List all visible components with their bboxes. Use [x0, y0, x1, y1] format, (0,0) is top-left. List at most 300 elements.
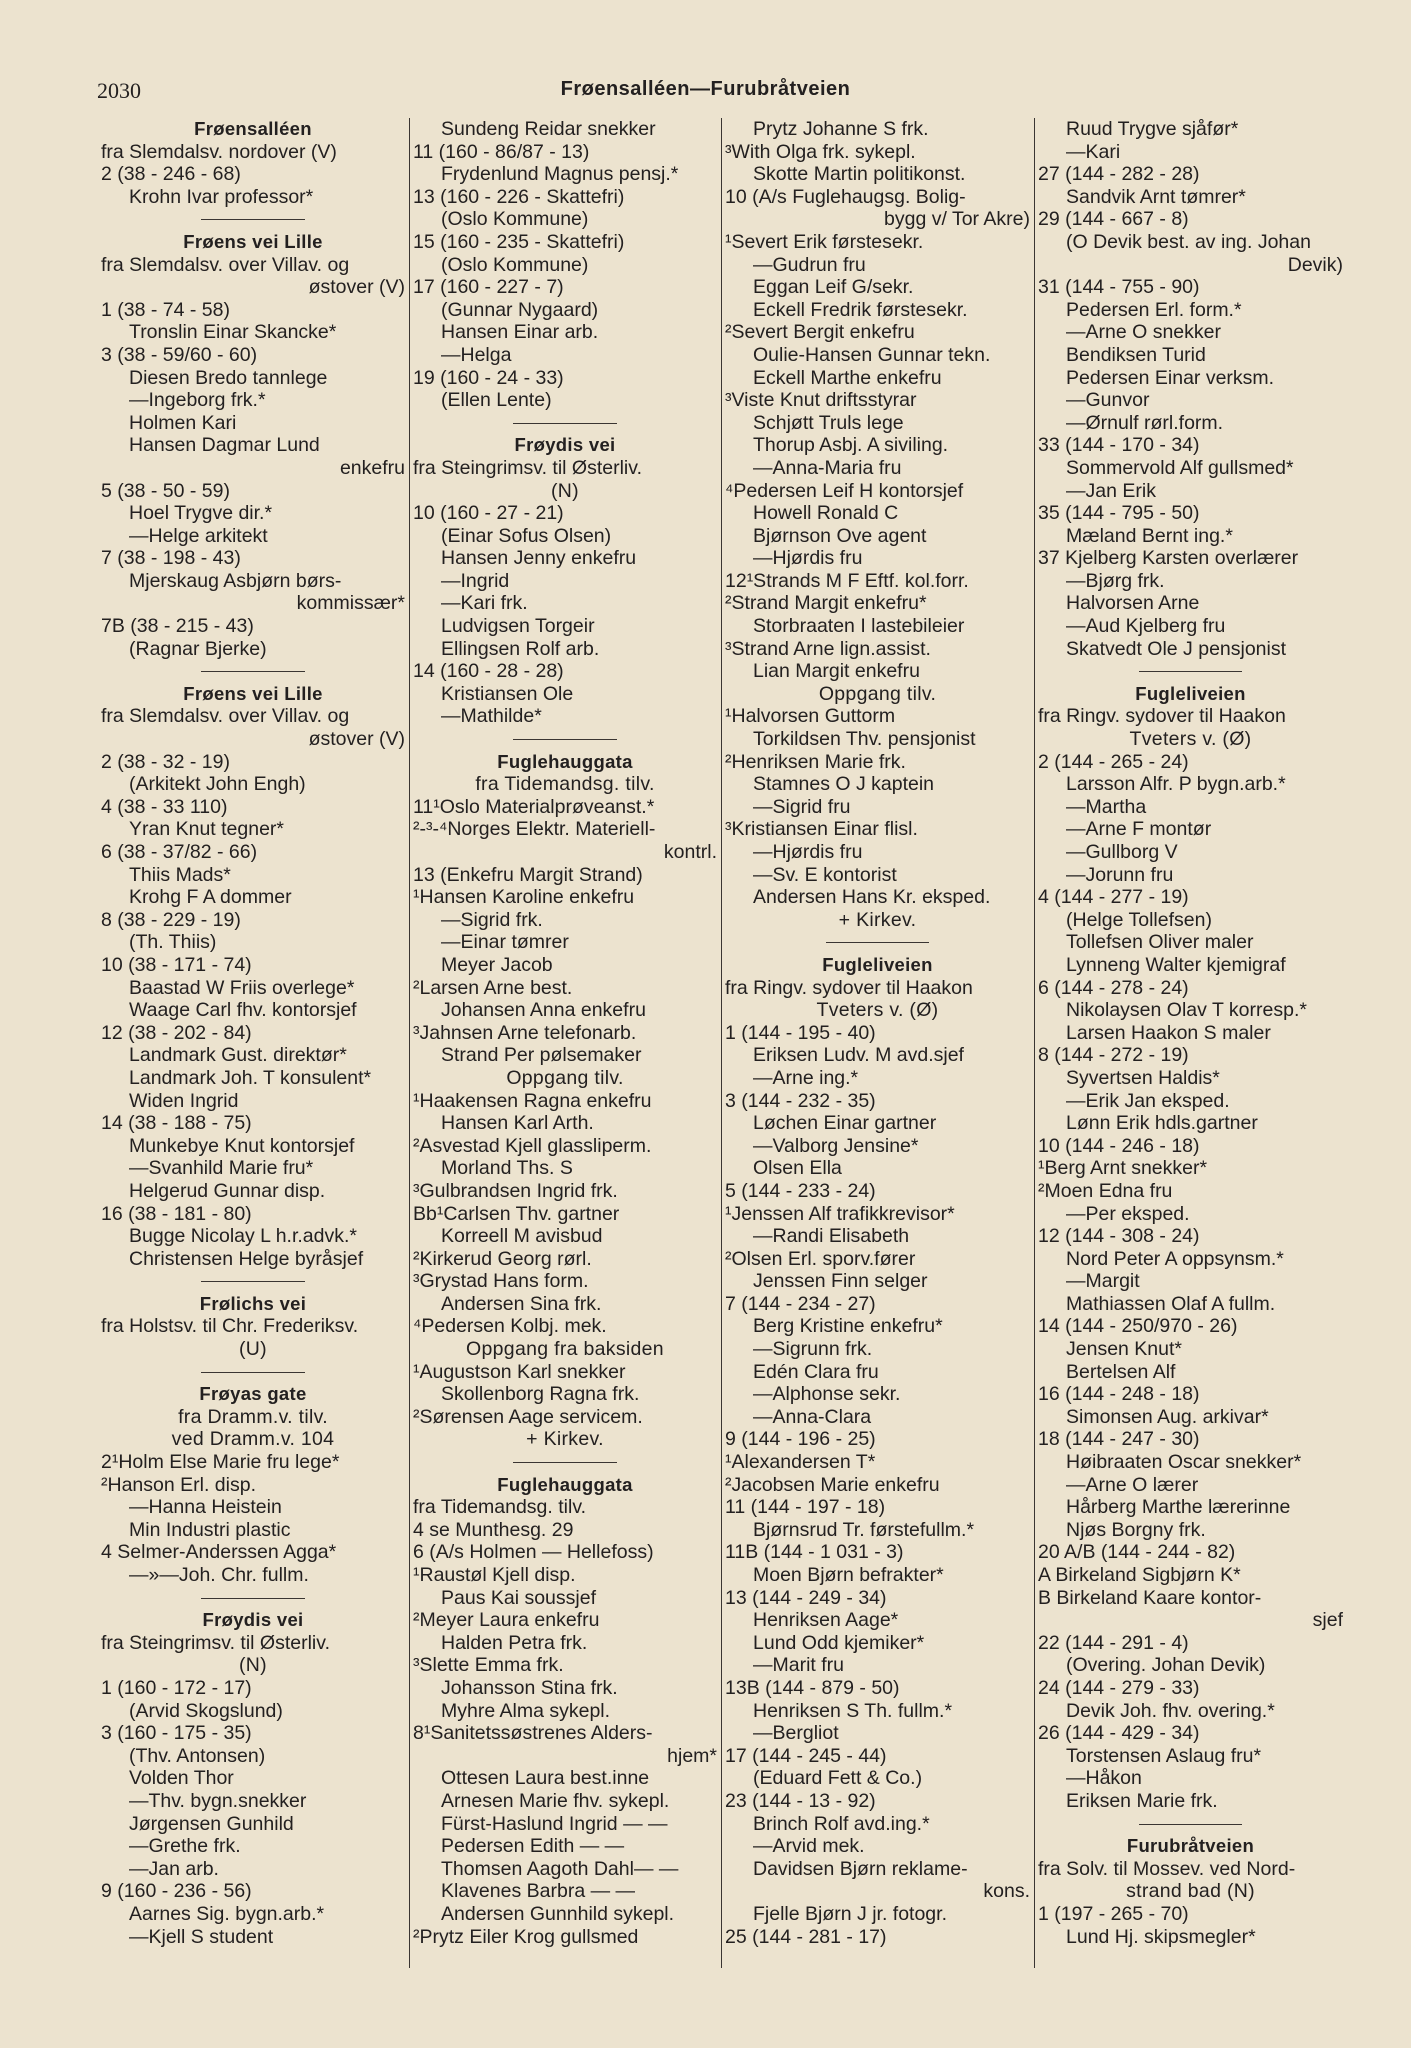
resident-line: —Svanhild Marie fru*	[129, 1157, 314, 1180]
resident-line: (Th. Thiis)	[129, 931, 217, 954]
resident-line: Landmark Joh. T konsulent*	[129, 1066, 372, 1089]
address-line: 11¹Oslo Materialprøveanst.*	[413, 795, 655, 818]
address-line: 2¹Holm Else Marie fru lege*	[101, 1451, 340, 1474]
resident-line: —Jan Erik	[1066, 479, 1156, 502]
resident-line: Munkebye Knut kontorsjef	[129, 1134, 355, 1157]
resident-line: —Arvid mek.	[753, 1835, 865, 1858]
address-line: 25 (144 - 281 - 17)	[725, 1925, 887, 1948]
resident-line: Myhre Alma sykepl.	[441, 1699, 611, 1722]
resident-line: (Ellen Lente)	[441, 389, 552, 412]
address-line: 6 (38 - 37/82 - 66)	[101, 841, 258, 863]
resident-line: —Gunvor	[1066, 389, 1150, 412]
resident-line: Sandvik Arnt tømrer*	[1066, 185, 1246, 208]
resident-line: Lund Hj. skipsmegler*	[1066, 1925, 1256, 1948]
resident-line: Hoel Trygve dir.*	[129, 502, 273, 525]
resident-line: Edén Clara fru	[753, 1360, 879, 1383]
address-line: 24 (144 - 279 - 33)	[1038, 1676, 1200, 1699]
resident-line: Larsen Haakon S maler	[1066, 1021, 1271, 1044]
street-subheading: Tveters v. (Ø)	[1129, 728, 1252, 751]
resident-line: —Anna-Maria fru	[753, 456, 902, 479]
route-line: fra Solv. til Mossev. ved Nord-	[1038, 1857, 1296, 1880]
resident-line: —Erik Jan eksped.	[1066, 1089, 1230, 1112]
address-line: 7 (144 - 234 - 27)	[725, 1292, 876, 1315]
resident-line: Hårberg Marthe lærerinne	[1066, 1496, 1291, 1519]
address-line: 6 (A/s Holmen — Hellefoss)	[413, 1541, 654, 1564]
separator-rule	[725, 931, 1030, 954]
route-line: fra Slemdalsv. over Villav. og	[101, 705, 350, 728]
resident-line: —Håkon	[1066, 1767, 1142, 1790]
resident-line: —Randi Elisabeth	[753, 1225, 910, 1248]
resident-line: —Sigrid frk.	[441, 908, 543, 931]
resident-line: Berg Kristine enkefru*	[753, 1315, 943, 1338]
resident-line: —Sigrunn frk.	[753, 1338, 873, 1361]
resident-line: —Valborg Jensine*	[753, 1134, 919, 1157]
street-heading: Frøydis vei	[514, 434, 616, 456]
address-line: ¹Raustøl Kjell disp.	[413, 1564, 576, 1586]
address-line: 2 (38 - 32 - 19)	[101, 750, 230, 773]
address-line: ²Larsen Arne best.	[413, 976, 573, 999]
columns	[97, 118, 1347, 1968]
address-line: 13 (144 - 249 - 34)	[725, 1586, 887, 1609]
resident-line: Hansen Jenny enkefru	[441, 547, 637, 570]
resident-line: Andersen Hans Kr. eksped.	[753, 886, 991, 909]
address-line: 9 (160 - 236 - 56)	[101, 1880, 252, 1903]
resident-line: Bjørnsrud Tr. førstefullm.*	[753, 1518, 975, 1541]
address-line: B Birkeland Kaare kontor-	[1038, 1586, 1262, 1609]
resident-line: Oulie-Hansen Gunnar tekn.	[753, 343, 991, 366]
resident-line: Morland Ths. S	[441, 1157, 573, 1180]
continuation-line: hjem*	[667, 1744, 717, 1767]
address-line: 29 (144 - 667 - 8)	[1038, 208, 1189, 231]
resident-line: —Marit fru	[753, 1654, 845, 1677]
resident-line: Halvorsen Arne	[1066, 592, 1200, 615]
resident-line: —Helge arkitekt	[129, 524, 268, 547]
separator-rule	[101, 1270, 405, 1293]
resident-line: (Ragnar Bjerke)	[129, 637, 267, 660]
street-heading: Frøens vei Lille	[183, 230, 323, 252]
address-line: 8¹Sanitetssøstrenes Alders-	[413, 1722, 653, 1745]
address-line: 23 (144 - 13 - 92)	[725, 1789, 876, 1812]
resident-line: Eckell Marthe enkefru	[753, 366, 942, 389]
resident-line: Eriksen Marie frk.	[1066, 1789, 1218, 1812]
resident-line: —Hanna Heistein	[129, 1496, 282, 1519]
address-line: ¹Halvorsen Guttorm	[725, 705, 896, 728]
address-line: ⁴Pedersen Kolbj. mek.	[413, 1315, 607, 1338]
address-line: ²Kirkerud Georg rørl.	[413, 1247, 592, 1270]
resident-line: Sommervold Alf gullsmed*	[1066, 456, 1294, 479]
resident-line: Strand Per pølsemaker	[441, 1044, 642, 1067]
resident-line: —Ingrid	[441, 569, 510, 592]
address-line: 12 (38 - 202 - 84)	[101, 1021, 252, 1044]
street-subheading: Oppgang tilv.	[818, 682, 937, 705]
address-line: 4 se Munthesg. 29	[413, 1518, 574, 1541]
page-header: Frøensalléen—Furubråtveien	[560, 78, 851, 100]
resident-line: (Overing. Johan Devik)	[1066, 1654, 1266, 1677]
route-line: fra Tidemandsg. tilv.	[413, 1496, 587, 1519]
resident-line: Thiis Mads*	[129, 863, 231, 886]
address-line: ³Strand Arne lign.assist.	[725, 637, 931, 660]
address-line: ¹Severt Erik førstesekr.	[725, 230, 924, 253]
resident-line: Jørgensen Gunhild	[129, 1812, 294, 1835]
separator-rule	[101, 1587, 405, 1610]
resident-line: Halden Petra frk.	[441, 1631, 588, 1654]
address-line: 27 (144 - 282 - 28)	[1038, 163, 1200, 186]
street-heading: Frøensalléen	[194, 118, 312, 139]
resident-line: Helgerud Gunnar disp.	[129, 1179, 326, 1202]
resident-line: (Oslo Kommune)	[441, 208, 589, 231]
resident-line: Thorup Asbj. A siviling.	[753, 434, 949, 457]
resident-line: Hansen Einar arb.	[441, 321, 599, 344]
address-line: ³Slette Emma frk.	[413, 1654, 564, 1677]
address-line: 10 (144 - 246 - 18)	[1038, 1134, 1200, 1157]
resident-line: Brinch Rolf avd.ing.*	[753, 1812, 930, 1835]
resident-line: Bendiksen Turid	[1066, 343, 1206, 366]
resident-line: —Hjørdis fru	[753, 547, 863, 570]
continuation-line: østover (V)	[308, 728, 405, 751]
resident-line: Eckell Fredrik førstesekr.	[753, 298, 968, 321]
resident-line: —Hjørdis fru	[753, 841, 863, 863]
resident-line: Olsen Ella	[753, 1157, 842, 1180]
resident-line: —Bergliot	[753, 1722, 839, 1745]
address-line: ¹Augustson Karl snekker	[413, 1360, 626, 1383]
address-line: ¹Berg Arnt snekker*	[1038, 1157, 1208, 1180]
address-line: 11B (144 - 1 031 - 3)	[725, 1541, 904, 1564]
address-line: ³Jahnsen Arne telefonarb.	[413, 1021, 637, 1044]
resident-line: Larsson Alfr. P bygn.arb.*	[1066, 773, 1286, 796]
address-line: 12 (144 - 308 - 24)	[1038, 1225, 1200, 1248]
resident-line: Krohn Ivar professor*	[129, 185, 314, 208]
street-heading: Frøyas gate	[199, 1383, 307, 1405]
resident-line: Volden Thor	[129, 1767, 234, 1790]
address-line: ²Prytz Eiler Krog gullsmed	[413, 1925, 639, 1948]
resident-line: Hansen Karl Arth.	[441, 1112, 594, 1135]
address-line: 22 (144 - 291 - 4)	[1038, 1631, 1189, 1654]
address-line: ²Jacobsen Marie enkefru	[725, 1473, 940, 1496]
continuation-line: østover (V)	[308, 276, 405, 299]
resident-line: Ottesen Laura best.inne	[441, 1767, 650, 1790]
resident-line: Schjøtt Truls lege	[753, 411, 904, 434]
address-line: ³Viste Knut driftsstyrar	[725, 389, 917, 412]
address-line: ²Asvestad Kjell glassliperm.	[413, 1134, 652, 1157]
address-line: 10 (160 - 27 - 21)	[413, 502, 564, 525]
street-heading: Furubråtveien	[1126, 1835, 1255, 1857]
resident-line: Arnesen Marie fhv. sykepl.	[441, 1789, 670, 1812]
address-line: 1 (38 - 74 - 58)	[101, 298, 230, 321]
street-subheading: (U)	[239, 1338, 267, 1361]
address-line: 12¹Strands M F Eftf. kol.forr.	[725, 569, 969, 592]
resident-line: Ludvigsen Torgeir	[441, 615, 595, 638]
address-line: ¹Hansen Karoline enkefru	[413, 886, 635, 909]
street-heading: Fugleliveien	[1135, 682, 1246, 704]
address-line: 14 (144 - 250/970 - 26)	[1038, 1315, 1238, 1338]
address-line: ²Severt Bergit enkefru	[725, 321, 915, 344]
continuation-line: Devik)	[1287, 253, 1343, 276]
resident-line: —Grethe frk.	[129, 1835, 241, 1858]
address-line: 13 (Enkefru Margit Strand)	[413, 863, 643, 886]
resident-line: Eggan Leif G/sekr.	[753, 276, 914, 299]
resident-line: Nord Peter A oppsynsm.*	[1066, 1247, 1284, 1270]
resident-line: (Oslo Kommune)	[441, 253, 589, 276]
resident-line: Skatvedt Ole J pensjonist	[1066, 637, 1287, 660]
street-subheading: strand bad (N)	[1126, 1880, 1255, 1903]
resident-line: Devik Joh. fhv. overing.*	[1066, 1699, 1275, 1722]
resident-line: Korreell M avisbud	[441, 1225, 603, 1248]
resident-line: —»—Joh. Chr. fullm.	[129, 1564, 309, 1586]
resident-line: —Sigrid fru	[753, 795, 851, 818]
address-line: ²Henriksen Marie frk.	[725, 750, 906, 773]
street-subheading: fra Dramm.v. tilv.	[178, 1405, 328, 1428]
address-line: 3 (38 - 59/60 - 60)	[101, 343, 258, 366]
resident-line: Torkildsen Thv. pensjonist	[753, 728, 976, 751]
route-line: fra Slemdalsv. over Villav. og	[101, 253, 350, 276]
address-line: 10 (A/s Fuglehaugsg. Bolig-	[725, 185, 966, 208]
address-line: 17 (160 - 227 - 7)	[413, 276, 564, 299]
resident-line: Yran Knut tegner*	[129, 818, 285, 841]
street-subheading: ved Dramm.v. 104	[171, 1428, 335, 1451]
resident-line: —Ørnulf rørl.form.	[1066, 411, 1224, 434]
address-line: 20 A/B (144 - 244 - 82)	[1038, 1541, 1236, 1564]
resident-line: —Einar tømrer	[441, 931, 569, 954]
separator-rule	[413, 728, 717, 751]
continuation-line: bygg v/ Tor Akre)	[884, 208, 1030, 231]
address-line: 13 (160 - 226 - Skattefri)	[413, 185, 625, 208]
address-line: 2 (38 - 246 - 68)	[101, 163, 241, 186]
resident-line: (O Devik best. av ing. Johan	[1066, 230, 1311, 253]
address-line: 5 (144 - 233 - 24)	[725, 1179, 876, 1202]
resident-line: Fürst-Haslund Ingrid — —	[441, 1812, 668, 1835]
resident-line: Hansen Dagmar Lund	[129, 434, 320, 457]
resident-line: Frydenlund Magnus pensj.*	[441, 163, 679, 186]
street-heading: Frølichs vei	[199, 1292, 307, 1314]
address-line: ¹Haakensen Ragna enkefru	[413, 1089, 652, 1112]
resident-line: —Ingeborg frk.*	[129, 389, 266, 412]
resident-line: Skollenborg Ragna frk.	[441, 1383, 640, 1406]
resident-line: Krohg F A dommer	[129, 886, 292, 909]
resident-line: —Thv. bygn.snekker	[129, 1789, 307, 1812]
address-line: ⁴Pedersen Leif H kontorsjef	[725, 479, 964, 502]
resident-line: Prytz Johanne S frk.	[753, 118, 929, 140]
resident-line: Henriksen S Th. fullm.*	[753, 1699, 953, 1722]
resident-line: Landmark Gust. direktør*	[129, 1044, 347, 1067]
address-line: Bb¹Carlsen Thv. gartner	[413, 1202, 620, 1225]
resident-line: Syvertsen Haldis*	[1066, 1066, 1220, 1089]
resident-line: Njøs Borgny frk.	[1066, 1518, 1206, 1541]
street-heading: Frøens vei Lille	[183, 682, 323, 704]
resident-line: Bjørnson Ove agent	[753, 524, 927, 547]
resident-line: Mæland Bernt ing.*	[1066, 524, 1233, 547]
address-line: ²Strand Margit enkefru*	[725, 592, 927, 615]
address-line: ²Moen Edna fru	[1038, 1179, 1173, 1202]
resident-line: Diesen Bredo tannlege	[129, 366, 328, 389]
address-line: ³Gulbrandsen Ingrid frk.	[413, 1179, 618, 1202]
resident-line: Baastad W Friis overlege*	[129, 976, 355, 999]
street-subheading: Oppgang fra baksiden	[466, 1338, 664, 1361]
resident-line: Simonsen Aug. arkivar*	[1066, 1405, 1269, 1428]
address-line: 35 (144 - 795 - 50)	[1038, 502, 1200, 525]
street-heading: Fuglehauggata	[497, 1473, 633, 1495]
street-heading: Frøydis vei	[202, 1609, 304, 1631]
column-3	[721, 118, 1034, 1968]
resident-line: (Gunnar Nygaard)	[441, 298, 599, 321]
address-line: 17 (144 - 245 - 44)	[725, 1744, 887, 1767]
resident-line: (Eduard Fett & Co.)	[753, 1767, 923, 1790]
address-line: 10 (38 - 171 - 74)	[101, 953, 252, 976]
resident-line: —Mathilde*	[441, 705, 542, 728]
street-subheading: + Kirkev.	[838, 908, 917, 931]
resident-line: Lund Odd kjemiker*	[753, 1631, 925, 1654]
address-line: 11 (160 - 86/87 - 13)	[413, 140, 590, 163]
route-line: fra Ringv. sydover til Haakon	[1038, 705, 1286, 728]
resident-line: —Kjell S student	[129, 1925, 274, 1948]
resident-line: (Thv. Antonsen)	[129, 1744, 266, 1767]
address-line: ¹Jenssen Alf trafikkrevisor*	[725, 1202, 955, 1225]
column-2	[409, 118, 721, 1968]
resident-line: Storbraaten I lastebileier	[753, 615, 965, 638]
street-subheading: fra Tidemandsg. tilv.	[475, 773, 655, 796]
resident-line: Pedersen Erl. form.*	[1066, 298, 1242, 321]
resident-line: Johansson Stina frk.	[441, 1676, 618, 1699]
resident-line: Henriksen Aage*	[753, 1609, 899, 1632]
address-line: ²Meyer Laura enkefru	[413, 1609, 600, 1632]
route-line: fra Ringv. sydover til Haakon	[725, 976, 973, 999]
address-line: ³Grystad Hans form.	[413, 1270, 589, 1293]
resident-line: Mathiassen Olaf A fullm.	[1066, 1292, 1276, 1315]
resident-line: Torstensen Aslaug fru*	[1066, 1744, 1262, 1767]
resident-line: —Arne F montør	[1066, 818, 1212, 841]
separator-rule	[1038, 1813, 1343, 1836]
resident-line: Eriksen Ludv. M avd.sjef	[753, 1044, 964, 1067]
separator-rule	[101, 660, 405, 683]
continuation-line: kontrl.	[663, 841, 717, 863]
resident-line: —Jorunn fru	[1066, 863, 1174, 886]
resident-line: Andersen Gunnhild sykepl.	[441, 1902, 675, 1925]
continuation-line: kommissær*	[296, 592, 405, 615]
address-line: 19 (160 - 24 - 33)	[413, 366, 564, 389]
resident-line: —Per eksped.	[1066, 1202, 1190, 1225]
address-line: 37 Kjelberg Karsten overlærer	[1038, 547, 1299, 570]
resident-line: —Helga	[441, 343, 512, 366]
resident-line: Pedersen Einar verksm.	[1066, 366, 1275, 389]
resident-line: (Einar Sofus Olsen)	[441, 524, 612, 547]
column-1	[97, 118, 409, 1968]
resident-line: Davidsen Bjørn reklame-	[753, 1857, 968, 1880]
continuation-line: sjef	[1312, 1609, 1343, 1632]
address-line: 18 (144 - 247 - 30)	[1038, 1428, 1200, 1451]
resident-line: Lian Margit enkefru	[753, 660, 920, 683]
continuation-line: enkefru	[339, 456, 405, 479]
resident-line: —Aud Kjelberg fru	[1066, 615, 1226, 638]
resident-line: Skotte Martin politikonst.	[753, 163, 966, 186]
address-line: 26 (144 - 429 - 34)	[1038, 1722, 1200, 1745]
address-line: 8 (144 - 272 - 19)	[1038, 1044, 1189, 1067]
resident-line: —Arne O snekker	[1066, 321, 1221, 344]
resident-line: Nikolaysen Olav T korresp.*	[1066, 999, 1307, 1022]
address-line: 7B (38 - 215 - 43)	[101, 615, 254, 638]
resident-line: Thomsen Aagoth Dahl— —	[441, 1857, 679, 1880]
address-line: ¹Alexandersen T*	[725, 1451, 876, 1474]
address-line: A Birkeland Sigbjørn K*	[1038, 1564, 1241, 1586]
street-heading: Fugleliveien	[822, 953, 933, 975]
resident-line: Christensen Helge byråsjef	[129, 1247, 364, 1270]
address-line: 1 (144 - 195 - 40)	[725, 1021, 876, 1044]
route-line: fra Holstsv. til Chr. Frederiksv.	[101, 1315, 359, 1338]
address-line: 7 (38 - 198 - 43)	[101, 547, 241, 570]
resident-line: —Margit	[1066, 1270, 1140, 1293]
resident-line: Bugge Nicolay L h.r.advk.*	[129, 1225, 357, 1248]
route-line: fra Steingrimsv. til Østerliv.	[413, 456, 642, 479]
resident-line: —Anna-Clara	[753, 1405, 872, 1428]
resident-line: Lønn Erik hdls.gartner	[1066, 1112, 1258, 1135]
address-line: 2 (144 - 265 - 24)	[1038, 750, 1189, 773]
resident-line: Meyer Jacob	[441, 953, 553, 976]
resident-line: Kristiansen Ole	[441, 682, 574, 705]
address-line: 4 (38 - 33 110)	[101, 795, 228, 818]
resident-line: —Martha	[1066, 795, 1147, 818]
resident-line: —Arne ing.*	[753, 1066, 859, 1089]
address-line: 13B (144 - 879 - 50)	[725, 1676, 900, 1699]
address-line: 6 (144 - 278 - 24)	[1038, 976, 1189, 999]
separator-rule	[413, 1451, 717, 1474]
resident-line: Andersen Sina frk.	[441, 1292, 602, 1315]
resident-line: Pedersen Edith — —	[441, 1835, 625, 1858]
address-line: 4 Selmer-Anderssen Agga*	[101, 1541, 337, 1564]
address-line: ³With Olga frk. sykepl.	[725, 140, 916, 163]
resident-line: (Arvid Skogslund)	[129, 1699, 283, 1722]
resident-line: —Gullborg V	[1066, 841, 1178, 863]
route-line: fra Slemdalsv. nordover (V)	[101, 140, 337, 163]
street-heading: Fuglehauggata	[497, 750, 633, 772]
resident-line: Johansen Anna enkefru	[441, 999, 646, 1022]
address-line: ²Sørensen Aage servicem.	[413, 1405, 643, 1428]
street-subheading: + Kirkev.	[526, 1428, 604, 1451]
column-4	[1034, 118, 1347, 1968]
resident-line: Stamnes O J kaptein	[753, 773, 935, 796]
separator-rule	[413, 412, 717, 435]
address-line: 3 (144 - 232 - 35)	[725, 1089, 876, 1112]
separator-rule	[101, 208, 405, 231]
resident-line: —Sv. E kontorist	[753, 863, 897, 886]
address-line: ²Olsen Erl. sporv.fører	[725, 1247, 916, 1270]
street-subheading: (N)	[551, 479, 579, 502]
resident-line: Widen Ingrid	[129, 1089, 239, 1112]
address-line: 14 (38 - 188 - 75)	[101, 1112, 252, 1135]
resident-line: Paus Kai soussjef	[441, 1586, 597, 1609]
address-line: ²Hanson Erl. disp.	[101, 1473, 256, 1496]
resident-line: —Arne O lærer	[1066, 1473, 1199, 1496]
resident-line: Min Industri plastic	[129, 1518, 291, 1541]
address-line: 15 (160 - 235 - Skattefri)	[413, 230, 625, 253]
address-line: 8 (38 - 229 - 19)	[101, 908, 241, 931]
address-line: 4 (144 - 277 - 19)	[1038, 886, 1189, 909]
resident-line: Mjerskaug Asbjørn børs-	[129, 569, 342, 592]
resident-line: Jensen Knut*	[1066, 1338, 1183, 1361]
separator-rule	[1038, 660, 1343, 683]
address-line: 1 (160 - 172 - 17)	[101, 1676, 252, 1699]
address-line: 9 (144 - 196 - 25)	[725, 1428, 876, 1451]
resident-line: Moen Bjørn befrakter*	[753, 1564, 944, 1586]
street-subheading: Oppgang tilv.	[506, 1066, 624, 1089]
address-line: 33 (144 - 170 - 34)	[1038, 434, 1200, 457]
page-number: 2030	[97, 78, 141, 103]
address-line: ²-³-⁴Norges Elektr. Materiell-	[413, 818, 656, 841]
address-line: 5 (38 - 50 - 59)	[101, 479, 230, 502]
resident-line: Holmen Kari	[129, 411, 237, 434]
address-line: 16 (38 - 181 - 80)	[101, 1202, 252, 1225]
resident-line: Tronslin Einar Skancke*	[129, 321, 337, 344]
resident-line: Fjelle Bjørn J jr. fotogr.	[753, 1902, 947, 1925]
resident-line: Aarnes Sig. bygn.arb.*	[129, 1902, 325, 1925]
resident-line: —Jan arb.	[129, 1857, 219, 1880]
